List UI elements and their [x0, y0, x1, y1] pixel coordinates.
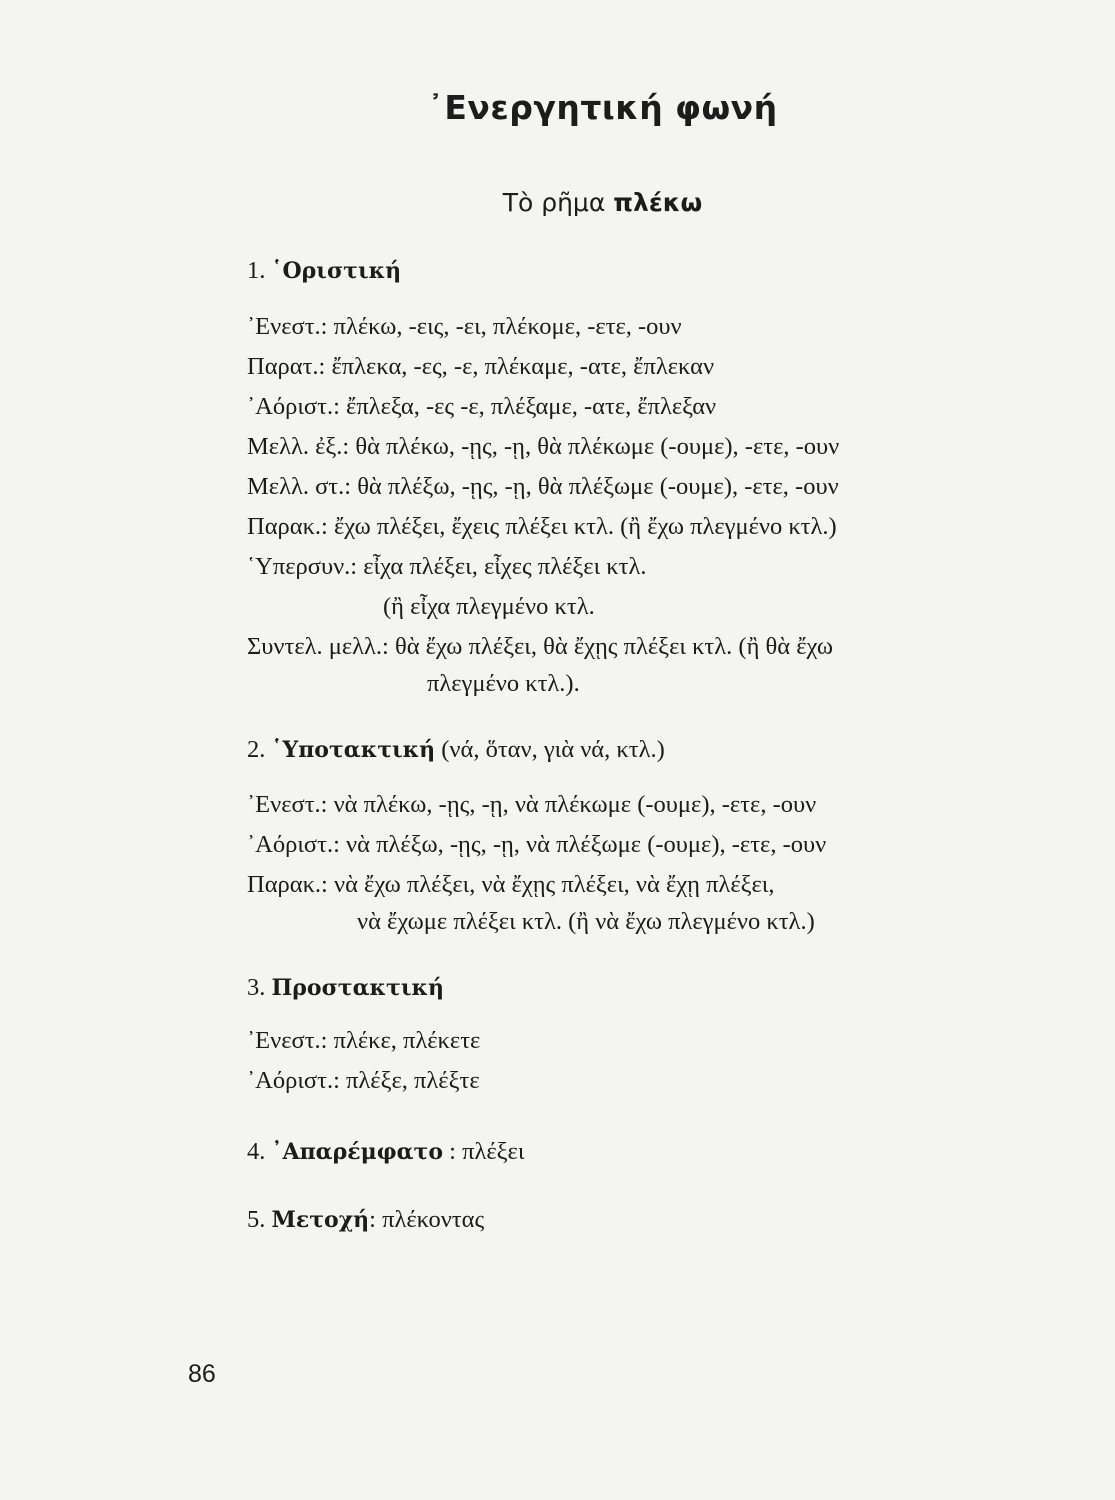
conjugation-line: Παρακ.: νὰ ἔχω πλέξει, νὰ ἔχῃς πλέξει, νὰ ἔχῃ πλέξει, [247, 871, 775, 898]
section-number: 3. [247, 974, 266, 1001]
section-heading-infinitive [247, 1138, 524, 1166]
section-number: 5. [247, 1206, 266, 1233]
section-value: πλέξει [462, 1138, 525, 1165]
page-number: 86 [188, 1360, 216, 1388]
conjugation-line: ᾿Αόριστ.: νὰ πλέξω, -ῃς, -ῃ, νὰ πλέξωμε (-ουμε), -ετε, -ουν [247, 831, 827, 858]
section-label: Προστακτική [271, 975, 444, 1001]
conjugation-line: ῾Υπερσυν.: εἶχα πλέξει, εἶχες πλέξει κτλ. [247, 553, 647, 580]
conjugation-line: πλεγμένο κτλ.). [427, 670, 580, 697]
conjugation-line: ᾿Αόριστ.: πλέξε, πλέξτε [247, 1067, 480, 1094]
section-heading-participle [247, 1206, 484, 1234]
section-label: ῾Οριστική [271, 258, 402, 284]
page-subtitle [0, 188, 1115, 217]
subtitle-prefix: Τὸ ρῆμα [502, 188, 606, 217]
section-number: 4. [247, 1138, 266, 1165]
section-heading-indicative [247, 257, 401, 285]
conjugation-line: νὰ ἔχωμε πλέξει κτλ. (ἢ νὰ ἔχω πλεγμένο κτλ.) [357, 908, 815, 935]
section-number: 2. [247, 736, 266, 763]
section-value: πλέκοντας [382, 1206, 485, 1233]
conjugation-line: ᾿Ενεστ.: πλέκε, πλέκετε [247, 1027, 481, 1054]
conjugation-line: ᾿Ενεστ.: νὰ πλέκω, -ῃς, -ῃ, νὰ πλέκωμε (-ουμε), -ετε, -ουν [247, 791, 817, 818]
section-number: 1. [247, 257, 266, 284]
section-separator: : [369, 1206, 383, 1233]
conjugation-line: ᾿Ενεστ.: πλέκω, -εις, -ει, πλέκομε, -ετε, -ουν [247, 313, 682, 340]
subtitle-verb: πλέκω [613, 188, 703, 217]
conjugation-line: Μελλ. στ.: θὰ πλέξω, -ῃς, -ῃ, θὰ πλέξωμε (-ουμε), -ετε, -ουν [247, 473, 839, 500]
conjugation-line: Συντελ. μελλ.: θὰ ἔχω πλέξει, θὰ ἔχῃς πλέξει κτλ. (ἢ θὰ ἔχω [247, 633, 833, 660]
conjugation-line: Παρακ.: ἔχω πλέξει, ἔχεις πλέξει κτλ. (ἢ ἔχω πλεγμένο κτλ.) [247, 513, 837, 540]
section-note: (νά, ὅταν, γιὰ νά, κτλ.) [441, 736, 665, 763]
section-separator: : [443, 1138, 463, 1165]
conjugation-line: Παρατ.: ἔπλεκα, -ες, -ε, πλέκαμε, -ατε, ἔπλεκαν [247, 353, 715, 380]
section-label: Μετοχή [271, 1207, 370, 1233]
section-label: ῾Υποτακτική [271, 737, 436, 763]
conjugation-line: ᾿Αόριστ.: ἔπλεξα, -ες -ε, πλέξαμε, -ατε, ἔπλεξαν [247, 393, 717, 420]
page-title: ᾿Ενεργητική φωνή [427, 88, 778, 127]
section-label: ᾿Απαρέμφατο [271, 1139, 444, 1165]
conjugation-line: Μελλ. ἐξ.: θὰ πλέκω, -ῃς, -ῃ, θὰ πλέκωμε (-ουμε), -ετε, -ουν [247, 433, 840, 460]
section-heading-subjunctive [247, 736, 665, 764]
conjugation-line: (ἢ εἶχα πλεγμένο κτλ. [383, 593, 595, 620]
section-heading-imperative [247, 974, 444, 1002]
